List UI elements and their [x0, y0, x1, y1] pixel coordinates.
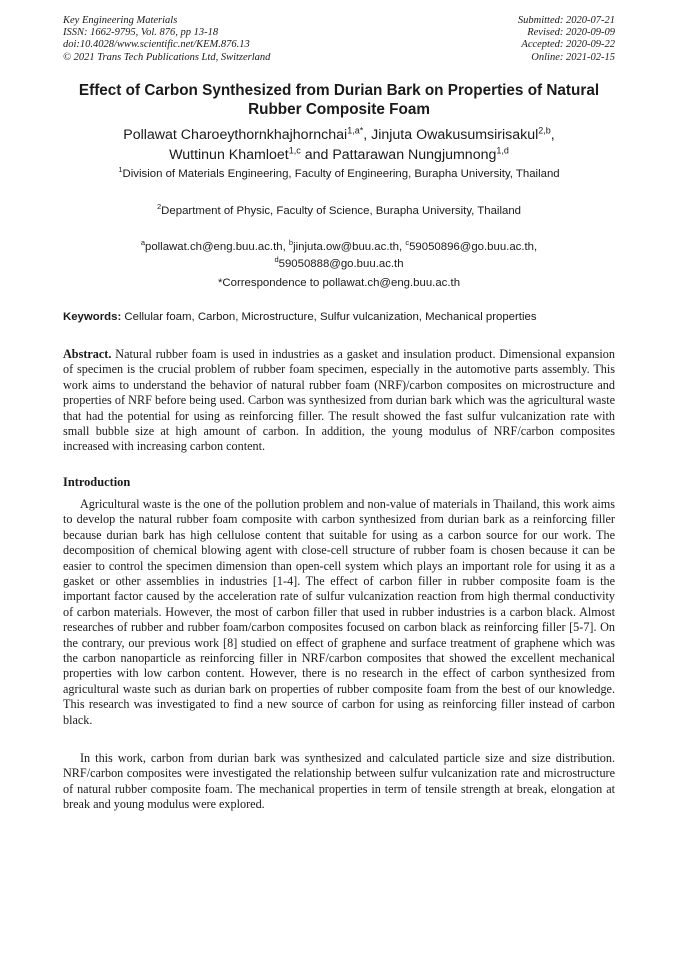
date-revised: Revised: 2020-09-09 — [527, 27, 615, 39]
email-marker: c — [405, 238, 410, 248]
email-link[interactable]: 59050896@go.buu.ac.th, — [409, 241, 538, 253]
affiliation-text: Division of Materials Engineering, Faculty of Engineering, Burapha University, Thailand — [122, 168, 560, 180]
journal-name: Key Engineering Materials — [63, 15, 178, 26]
email-marker: d — [274, 254, 279, 264]
keywords-text: Cellular foam, Carbon, Microstructure, Sulfur vulcanization, Mechanical properties — [121, 311, 537, 323]
abstract-text: Natural rubber foam is used in industries as a gasket and insulation product. Dimensional expansion of specimen is the crucial problem of rubber foam specimen, especially in the automotive parts assembly. This work aims to understand the behavior of natural rubber foam (NRF)/carbon composites on microstructure and properties of NRF before being used. Carbon was synthesized from durian bark which was the agricultural waste that had the potential for using as reinforcing filler. The result showed the fast sulfur vulcanization rate with small bubble size at high amount of carbon. In addition, the young modulus of NRF/carbon composites increased with increasing carbon content. — [63, 347, 615, 454]
date-accepted: Accepted: 2020-09-22 — [521, 39, 615, 51]
author-superscript: 1,a* — [347, 125, 364, 136]
introduction-paragraph: In this work, carbon from durian bark was synthesized and calculated particle size and size distribution. NRF/carbon composites were investigated the relationship between sulfur vulcanization rate and microstructure of natural rubber composite foam. The mechanical properties in term of tensile strength at break, elongation at break and young modulus were explored. — [63, 751, 615, 812]
affiliation-1 — [100, 166, 578, 183]
correspondence-note: *Correspondence to pollawat.ch@eng.buu.ac.th — [217, 277, 461, 289]
affiliation-2 — [100, 203, 578, 220]
email-link[interactable]: 59050888@go.buu.ac.th — [278, 257, 404, 270]
author-separator: , — [550, 127, 555, 143]
keywords — [63, 310, 615, 325]
author-name: Pollawat Charoeythornkhajhornchai — [123, 127, 348, 143]
author-name: Wuttinun Khamloet — [169, 147, 289, 163]
affiliation-text: Department of Physic, Faculty of Science, Burapha University, Thailand — [161, 205, 521, 217]
introduction-paragraph: Agricultural waste is the one of the pollution problem and non-value of materials in Thailand, this work aims to develop the natural rubber foam composite with carbon synthesized from durian bark as a reinforcing filler because durian bark has high cellulose content that suitable for using as a carbon source for our work. The decomposition of chemical blowing agent with close-cell structure of rubber foam is chosen because it can be easier to control the specimen dimension than open-cell system which plays an important role for using it as a gasket or other assemblies in industries [1-4]. The effect of carbon filler in rubber composite foam is the important factor caused by the acceleration rate of sulfur vulcanization reaction from high thermal conductivity of carbon materials. However, the most of carbon filler that used in rubber industries is a carbon black. Almost researches of rubber and rubber foam/carbon composites focused on carbon black as reinforcing filler [5-7]. On the contrary, our previous work [8] studied on effect of graphene and surface treatment of graphene which was the carbon nanoparticle as reinforcing filler in NRF/carbon composites that showed the excellent mechanical properties with low carbon content. However, there is no research in the effect of carbon synthesized from agricultural waste such as durian bark on properties of rubber composite foam from the best of our knowledge. This research was investigated to find a new source of carbon for using as reinforcing filler instead of carbon black. — [63, 497, 615, 727]
author-separator: and — [300, 147, 333, 163]
author-name: Pattarawan Nungjumnong — [332, 147, 497, 163]
email-link[interactable]: jinjuta.ow@buu.ac.th, — [293, 241, 406, 253]
abstract-label: Abstract. — [63, 347, 112, 361]
author-superscript: 2,b — [538, 125, 551, 136]
email-marker: b — [288, 238, 294, 248]
author-separator: , — [363, 127, 372, 143]
journal-info — [63, 15, 270, 64]
email-marker: a — [140, 238, 145, 248]
section-heading-introduction: Introduction — [63, 475, 131, 489]
author-list — [60, 125, 618, 165]
journal-doi[interactable]: doi:10.4028/www.scientific.net/KEM.876.13 — [63, 39, 250, 51]
keywords-label: Keywords: — [63, 311, 122, 323]
affiliation-marker: 2 — [157, 202, 162, 212]
journal-issn: ISSN: 1662-9795, Vol. 876, pp 13-18 — [63, 27, 219, 39]
date-online: Online: 2021-02-15 — [531, 51, 615, 63]
affiliation-marker: 1 — [118, 165, 123, 175]
author-name: Jinjuta Owakusumsirisakul — [371, 127, 539, 143]
paper-title: Effect of Carbon Synthesized from Durian Bark on Properties of Natural Rubber Composite Foam — [78, 82, 600, 118]
submission-dates — [518, 15, 615, 64]
author-superscript: 1,c — [288, 145, 301, 156]
date-submitted: Submitted: 2020-07-21 — [517, 15, 615, 26]
abstract — [63, 347, 615, 455]
email-link[interactable]: pollawat.ch@eng.buu.ac.th, — [144, 241, 289, 253]
author-superscript: 1,d — [496, 145, 509, 156]
author-emails — [100, 239, 578, 272]
journal-copyright: © 2021 Trans Tech Publications Ltd, Switzerland — [63, 51, 271, 63]
